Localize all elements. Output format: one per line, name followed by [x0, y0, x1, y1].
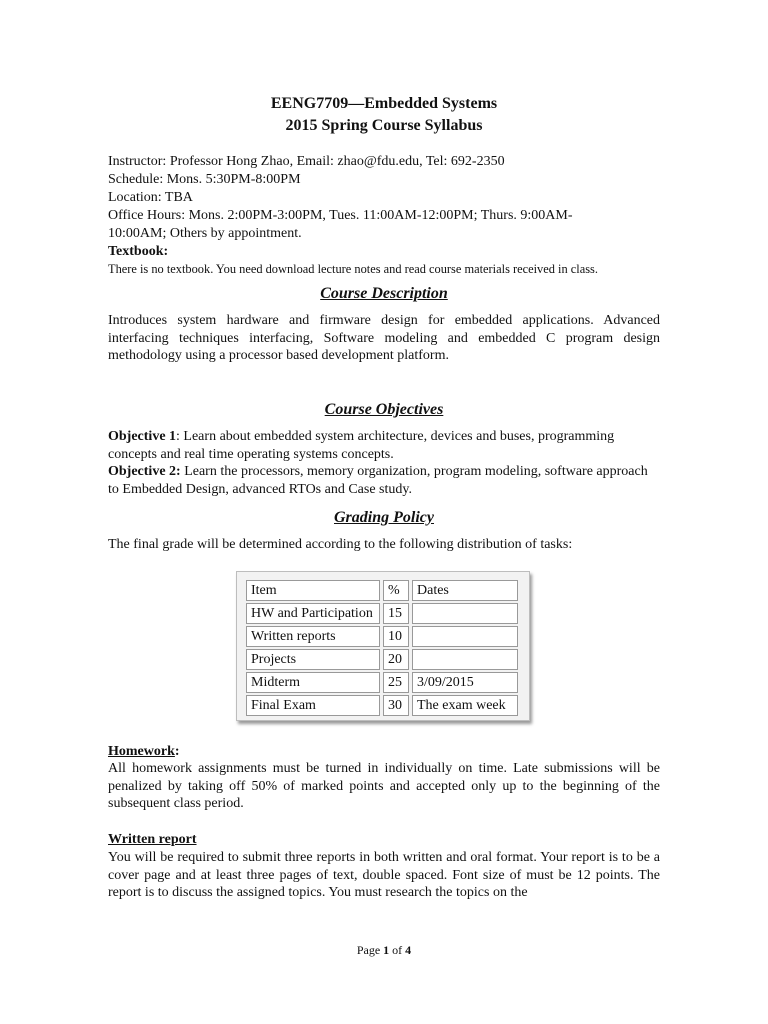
- table-header-row: [246, 580, 518, 601]
- instructor-line: Instructor: Professor Hong Zhao, Email: zhao@fdu.edu, Tel: 692-2350: [108, 154, 505, 169]
- table-cell-item: Projects: [246, 649, 380, 670]
- textbook-text: There is no textbook. You need download lecture notes and read course materials received in class.: [108, 262, 598, 276]
- schedule-line: Schedule: Mons. 5:30PM-8:00PM: [108, 172, 301, 187]
- homework-colon: :: [174, 744, 180, 759]
- office-hours-line-1: Office Hours: Mons. 2:00PM-3:00PM, Tues. 11:00AM-12:00PM; Thurs. 9:00AM-: [108, 208, 573, 223]
- table-row: [246, 626, 518, 647]
- table-cell-percent: 25: [383, 672, 409, 693]
- document-title: EENG7709—Embedded Systems: [270, 95, 498, 112]
- grading-table-frame: [236, 571, 530, 721]
- objective-1: [108, 428, 660, 463]
- homework-heading: [108, 743, 660, 760]
- table-cell-date: The exam week: [412, 695, 518, 716]
- page-footer: [0, 943, 768, 958]
- textbook-label: Textbook:: [108, 244, 169, 259]
- table-cell-date: [412, 603, 518, 624]
- objective-2-text: Learn the processors, memory organization, program modeling, software approach to Embedded Design, advanced RTOs and Case study.: [108, 464, 648, 497]
- table-header-percent: %: [383, 580, 409, 601]
- written-report-heading: [108, 831, 660, 848]
- course-objectives-heading: Course Objectives: [324, 401, 444, 418]
- grading-policy-heading: Grading Policy: [334, 509, 434, 526]
- table-row: [246, 649, 518, 670]
- page-word: Page: [356, 943, 381, 957]
- location-line: Location: TBA: [108, 190, 193, 205]
- grading-intro: The final grade will be determined according to the following distribution of tasks:: [108, 537, 573, 552]
- table-row: [246, 603, 518, 624]
- table-cell-item: Written reports: [246, 626, 380, 647]
- homework-text: All homework assignments must be turned in individually on time. Late submissions will be penalized by taking off 50% of marked points and accepted only up to the beginning of the subsequent class period.: [108, 761, 660, 812]
- objective-2: [108, 463, 660, 498]
- of-word: of: [392, 943, 403, 957]
- table-cell-item: HW and Participation: [246, 603, 380, 624]
- table-row: [246, 672, 518, 693]
- table-cell-date: [412, 649, 518, 670]
- written-report-label: Written report: [108, 832, 197, 847]
- document-subtitle: 2015 Spring Course Syllabus: [285, 117, 483, 134]
- table-header-item: Item: [246, 580, 380, 601]
- course-description-text: Introduces system hardware and firmware design for embedded applications. Advanced interfacing techniques interfacing, Software modeling and embedded C program design methodology using a processor based development platform.: [108, 313, 660, 364]
- table-cell-percent: 30: [383, 695, 409, 716]
- objective-2-label: Objective 2:: [108, 464, 181, 479]
- table-cell-date: [412, 626, 518, 647]
- table-cell-item: Final Exam: [246, 695, 380, 716]
- homework-label: Homework: [108, 744, 175, 759]
- page-number: 1: [383, 943, 390, 957]
- objective-1-text: : Learn about embedded system architecture, devices and buses, programming concepts and real time operating systems concepts.: [108, 429, 615, 462]
- table-cell-percent: 15: [383, 603, 409, 624]
- table-row: [246, 695, 518, 716]
- table-cell-date: 3/09/2015: [412, 672, 518, 693]
- table-header-dates: Dates: [412, 580, 518, 601]
- written-report-text: You will be required to submit three reports in both written and oral format. Your report is to be a cover page and at least three pages of text, double spaced. Font size of must be 12 points. The report is to discuss the assigned topics. You must research the topics on the: [108, 850, 660, 901]
- page-total: 4: [405, 943, 412, 957]
- table-cell-percent: 10: [383, 626, 409, 647]
- course-description-heading: Course Description: [320, 285, 448, 302]
- grading-table: [243, 578, 521, 718]
- objective-1-label: Objective 1: [108, 429, 177, 444]
- office-hours-line-2: 10:00AM; Others by appointment.: [108, 226, 302, 241]
- table-cell-percent: 20: [383, 649, 409, 670]
- table-cell-item: Midterm: [246, 672, 380, 693]
